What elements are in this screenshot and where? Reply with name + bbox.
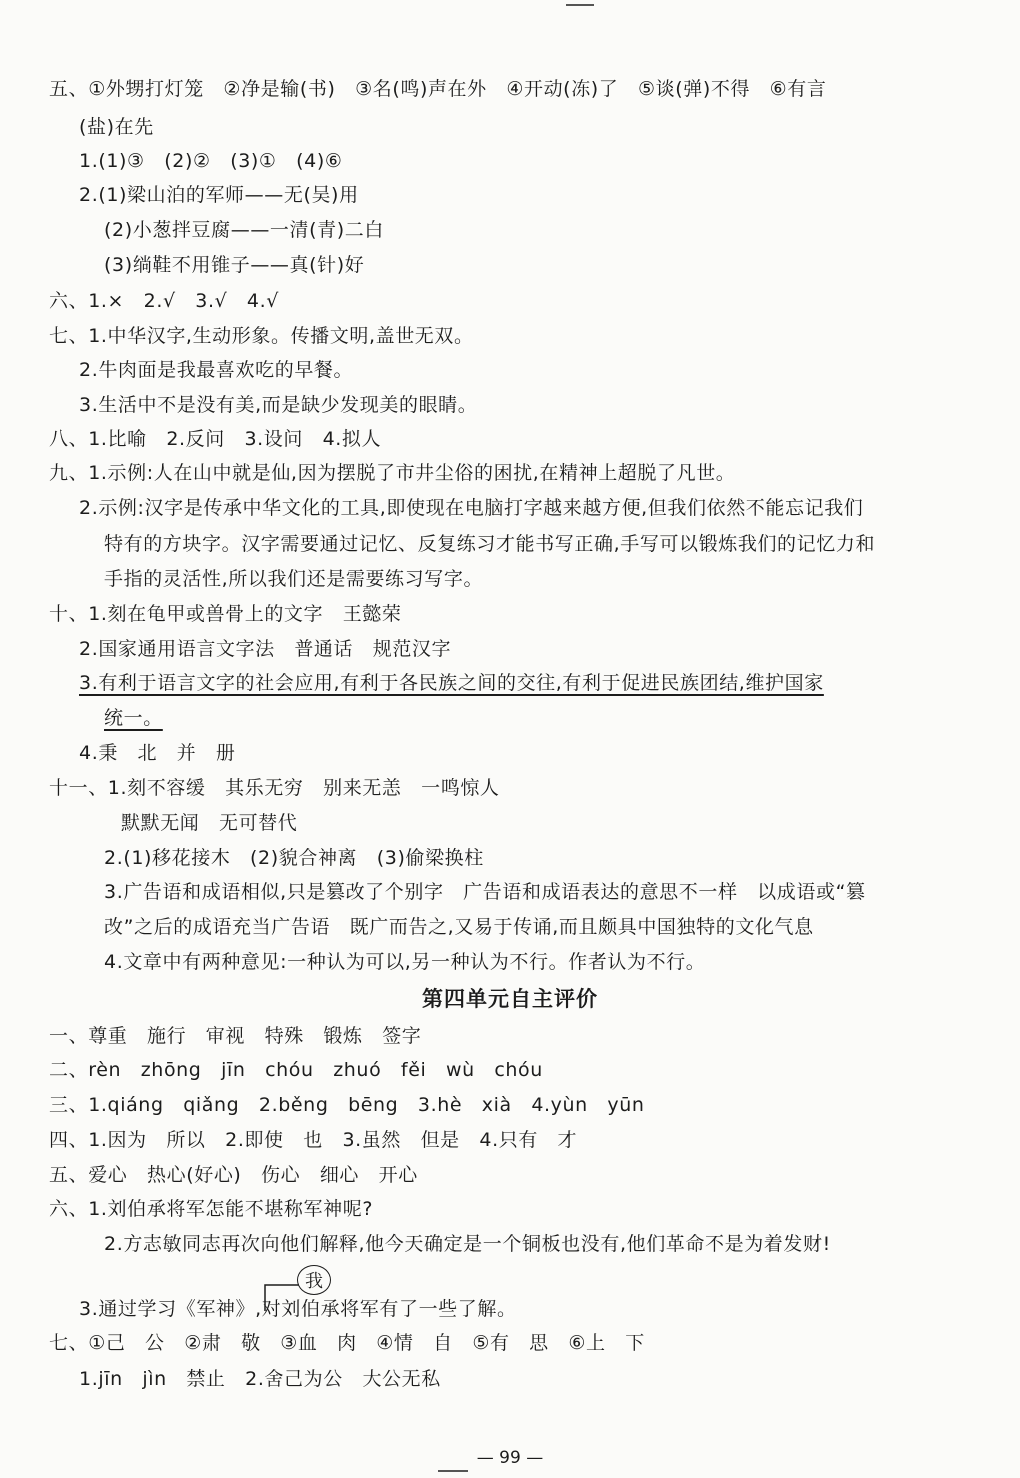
answer-line-11: 十一、1.刻不容缓 其乐无穷 别来无恙 一鸣惊人: [49, 777, 500, 799]
answer-line-6: 六、1.× 2.√ 3.√ 4.√: [49, 290, 279, 312]
answer-line: (2)小葱拌豆腐——一清(青)二白: [104, 219, 384, 241]
answer-line-5b: 五、爱心 热心(好心) 伤心 细心 开心: [49, 1164, 418, 1186]
answer-line: 2.(1)梁山泊的军师——无(吴)用: [79, 184, 359, 206]
answer-line-4: 四、1.因为 所以 2.即使 也 3.虽然 但是 4.只有 才: [49, 1129, 578, 1151]
answer-line: 1.(1)③ (2)② (3)① (4)⑥: [79, 150, 343, 172]
answer-line-8: 八、1.比喻 2.反问 3.设问 4.拟人: [49, 428, 382, 450]
inserted-word-circle: 我: [297, 1265, 331, 1295]
answer-line-7b: 七、①己 公 ②肃 敬 ③血 肉 ④情 自 ⑤有 思 ⑥上 下: [49, 1332, 645, 1354]
scan-mark-top: [566, 4, 594, 6]
underlined-answer-line: 统一。: [104, 707, 163, 729]
scan-mark-bottom: [438, 1470, 468, 1472]
answer-line: 2.示例:汉字是传承中华文化的工具,即使现在电脑打字越来越方便,但我们依然不能忘记我们: [79, 497, 864, 519]
section-title: 第四单元自主评价: [422, 987, 598, 1011]
answer-line-1: 一、尊重 施行 审视 特殊 锻炼 签字: [49, 1025, 422, 1047]
answer-line: 3.广告语和成语相似,只是篡改了个别字 广告语和成语表达的意思不一样 以成语或“篡: [104, 881, 866, 903]
answer-line-7: 七、1.中华汉字,生动形象。传播文明,盖世无双。: [49, 325, 474, 347]
answer-line: 2.方志敏同志再次向他们解释,他今天确定是一个铜板也没有,他们革命不是为着发财!: [104, 1233, 831, 1255]
answer-line-5-cont: (盐)在先: [79, 116, 154, 138]
answer-line: 3.生活中不是没有美,而是缺少发现美的眼睛。: [79, 394, 478, 416]
answer-line: 特有的方块字。汉字需要通过记忆、反复练习才能书写正确,手写可以锻炼我们的记忆力和: [104, 533, 876, 555]
answer-line: 4.秉 北 并 册: [79, 742, 236, 764]
answer-line: 2.牛肉面是我最喜欢吃的早餐。: [79, 359, 354, 381]
answer-line-9: 九、1.示例:人在山中就是仙,因为摆脱了市井尘俗的困扰,在精神上超脱了凡世。: [49, 462, 736, 484]
answer-line-5: 五、①外甥打灯笼 ②净是输(书) ③名(鸣)声在外 ④开动(冻)了 ⑤谈(弹)不得 ⑥有言: [49, 78, 827, 100]
answer-line: 改”之后的成语充当广告语 既广而告之,又易于传诵,而且颇具中国独特的文化气息: [104, 916, 814, 938]
answer-line: 默默无闻 无可替代: [121, 812, 298, 834]
answer-line: 2.(1)移花接木 (2)貌合神离 (3)偷梁换柱: [104, 847, 484, 869]
page-number: — 99 —: [476, 1448, 544, 1468]
underlined-answer-line: 3.有利于语言文字的社会应用,有利于各民族之间的交往,有利于促进民族团结,维护国家: [79, 672, 824, 694]
answer-line: 4.文章中有两种意见:一种认为可以,另一种认为不行。作者认为不行。: [104, 951, 706, 973]
answer-line: 手指的灵活性,所以我们还是需要练习写字。: [104, 568, 484, 590]
answer-line-3: 三、1.qiáng qiǎng 2.běng bēng 3.hè xià 4.yùn yūn: [49, 1094, 645, 1116]
answer-line: (3)绱鞋不用锥子——真(针)好: [104, 254, 365, 276]
answer-line-10: 十、1.刻在龟甲或兽骨上的文字 王懿荣: [49, 603, 402, 625]
answer-line: 3.通过学习《军神》,对刘伯承将军有了一些了解。: [79, 1298, 517, 1320]
answer-line: 2.国家通用语言文字法 普通话 规范汉字: [79, 638, 452, 660]
answer-line-6b: 六、1.刘伯承将军怎能不堪称军神呢?: [49, 1198, 374, 1220]
answer-line: 1.jīn jìn 禁止 2.舍己为公 大公无私: [79, 1368, 441, 1390]
answer-line-2: 二、rèn zhōng jīn chóu zhuó fěi wù chóu: [49, 1059, 543, 1081]
